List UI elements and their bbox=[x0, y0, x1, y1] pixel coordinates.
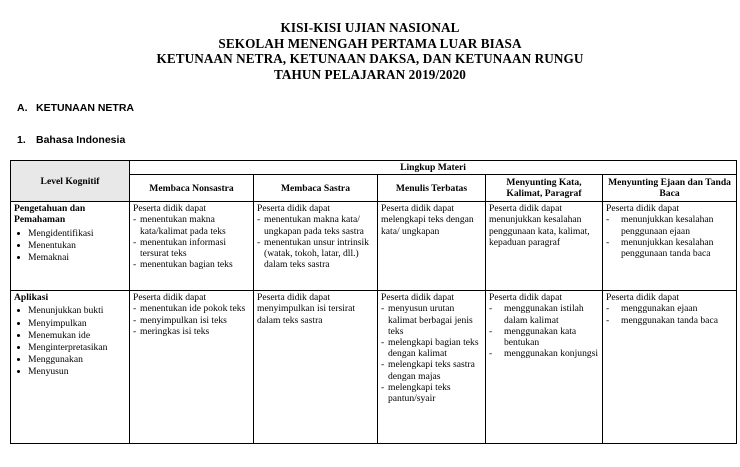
cell-intro: Peserta didik dapat menyimpulkan isi tersirat dalam teks sastra bbox=[257, 292, 356, 326]
table-cell bbox=[378, 202, 486, 291]
cell-intro: Peserta didik dapat bbox=[606, 292, 679, 304]
table-cell bbox=[130, 291, 254, 444]
list-item: - menentukan unsur intrinsik (watak, tokoh, latar, dll.) dalam teks sastra bbox=[257, 237, 374, 271]
subject-label: Bahasa Indonesia bbox=[36, 134, 126, 146]
column-header: Membaca Sastra bbox=[254, 175, 378, 202]
list-item: - menggunakan istilah dalam kalimat bbox=[489, 303, 599, 325]
level-cell bbox=[11, 202, 130, 291]
cell-intro: Peserta didik dapat bbox=[606, 203, 679, 215]
column-header: Menyunting Kata, Kalimat, Paragraf bbox=[486, 175, 603, 202]
level-title: Aplikasi bbox=[14, 292, 49, 304]
list-item: Mengidentifikasi bbox=[14, 228, 126, 239]
list-item: Menemukan ide bbox=[14, 330, 126, 341]
section-heading bbox=[17, 102, 134, 114]
list-item: Menggunakan bbox=[14, 354, 126, 365]
subject-heading bbox=[17, 134, 125, 146]
list-item: - menyusun urutan kalimat berbagai jenis teks bbox=[381, 303, 482, 337]
table-cell bbox=[486, 291, 603, 444]
title-line: KISI-KISI UJIAN NASIONAL bbox=[280, 20, 460, 35]
cell-intro: Peserta didik dapat bbox=[133, 203, 206, 215]
cell-intro: Peserta didik dapat bbox=[381, 292, 454, 304]
list-item: - menentukan ide pokok teks bbox=[133, 303, 250, 314]
cell-intro: Peserta didik dapat melengkapi teks dengan kata/ ungkapan bbox=[381, 203, 474, 237]
list-item: - menunjukkan kesalahan penggunaan ejaan bbox=[606, 214, 733, 236]
cell-intro: Peserta didik dapat bbox=[257, 203, 330, 215]
subject-number: 1. bbox=[17, 134, 26, 146]
table-cell bbox=[130, 202, 254, 291]
list-item: - menentukan bagian teks bbox=[133, 259, 250, 270]
table-cell bbox=[603, 291, 737, 444]
section-label: KETUNAAN NETRA bbox=[36, 102, 134, 114]
column-header: Membaca Nonsastra bbox=[130, 175, 254, 202]
list-item: Menunjukkan bukti bbox=[14, 305, 126, 316]
list-item: Memaknai bbox=[14, 252, 126, 263]
table-row bbox=[11, 202, 737, 291]
table-row bbox=[11, 291, 737, 444]
cell-intro: Peserta didik dapat bbox=[489, 292, 562, 304]
list-item: - menentukan informasi tersurat teks bbox=[133, 237, 250, 259]
table-cell bbox=[254, 291, 378, 444]
table-cell bbox=[603, 202, 737, 291]
list-item: - menggunakan kata bentukan bbox=[489, 326, 599, 348]
level-cell bbox=[11, 291, 130, 444]
list-item: Menginterpretasikan bbox=[14, 342, 126, 353]
table-cell bbox=[486, 202, 603, 291]
table-cell bbox=[254, 202, 378, 291]
list-item: - melengkapi teks pantun/syair bbox=[381, 382, 482, 404]
level-list bbox=[14, 228, 126, 264]
kisi-kisi-table bbox=[10, 160, 737, 444]
level-list bbox=[14, 305, 126, 377]
list-item: Menyusun bbox=[14, 366, 126, 377]
list-item: - menentukan makna kata/ ungkapan pada teks sastra bbox=[257, 214, 374, 236]
list-item: - menunjukkan kesalahan penggunaan tanda baca bbox=[606, 237, 733, 259]
list-item: - menggunakan konjungsi bbox=[489, 348, 599, 359]
cell-intro: Peserta didik dapat bbox=[133, 292, 206, 304]
list-item: - meringkas isi teks bbox=[133, 326, 250, 337]
level-kognitif-header: Level Kognitif bbox=[11, 161, 130, 202]
list-item: Menentukan bbox=[14, 240, 126, 251]
list-item: - menyimpulkan isi teks bbox=[133, 315, 250, 326]
document-title bbox=[0, 20, 740, 82]
level-title: Pengetahuan dan Pemahaman bbox=[14, 203, 86, 226]
title-line: SEKOLAH MENENGAH PERTAMA LUAR BIASA bbox=[218, 35, 522, 51]
list-item: - menggunakan ejaan bbox=[606, 303, 733, 314]
cell-intro: Peserta didik dapat menunjukkan kesalahan penggunaan kata, kalimat, kepaduan paragraf bbox=[489, 203, 590, 248]
title-line: KETUNAAN NETRA, KETUNAAN DAKSA, DAN KETUNAAN RUNGU bbox=[156, 51, 584, 66]
column-header: Menulis Terbatas bbox=[378, 175, 486, 202]
section-number: A. bbox=[17, 102, 28, 114]
table-cell bbox=[378, 291, 486, 444]
list-item: Menyimpulkan bbox=[14, 318, 126, 329]
lingkup-materi-header: Lingkup Materi bbox=[130, 161, 737, 175]
column-header: Menyunting Ejaan dan Tanda Baca bbox=[603, 175, 737, 202]
list-item: - melengkapi teks sastra dengan majas bbox=[381, 359, 482, 381]
list-item: - melengkapi bagian teks dengan kalimat bbox=[381, 337, 482, 359]
title-line: TAHUN PELAJARAN 2019/2020 bbox=[273, 66, 466, 82]
list-item: - menentukan makna kata/kalimat pada teks bbox=[133, 214, 250, 236]
list-item: - menggunakan tanda baca bbox=[606, 315, 733, 326]
